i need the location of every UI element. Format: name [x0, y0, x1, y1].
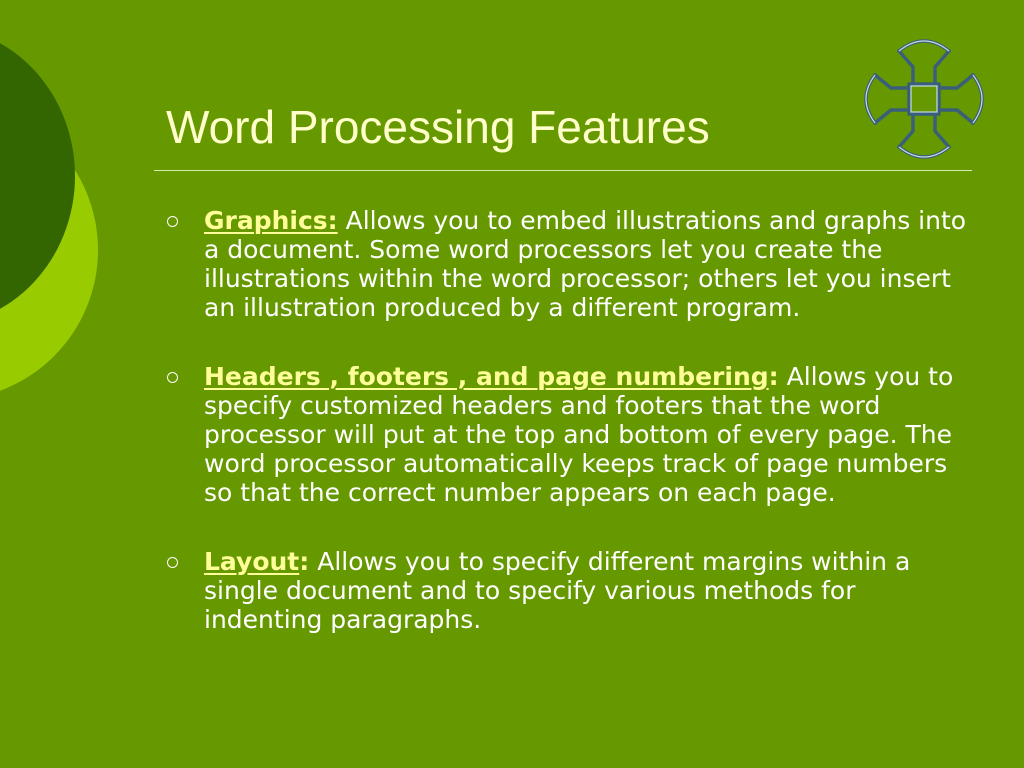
bullet-term: Graphics:	[204, 206, 338, 235]
bullet-term: Layout	[204, 547, 300, 576]
bullet-colon: :	[299, 547, 310, 576]
bullet-text: Allows you to specify different margins within a single document and to specify various methods for indenting paragraphs.	[204, 547, 911, 634]
bullet-item-headers-footers	[160, 362, 970, 507]
bullet-text: Allows you to embed illustrations and graphs into a document. Some word processors let you create the illustrations within the word processor; others let you insert an illustration produced by a different program.	[204, 206, 967, 322]
bullet-item-graphics	[160, 206, 970, 322]
bullet-term: Headers , footers , and page numbering	[204, 362, 769, 391]
four-arrow-cross-logo-icon	[855, 33, 995, 165]
bullet-text: Allows you to specify customized headers and footers that the word processor will put at the top and bottom of every page. The word processor automatically keeps track of page numbers so that the correct number appears on each page.	[204, 362, 954, 507]
title-divider	[154, 170, 972, 171]
hollow-circle-bullet-icon	[167, 557, 178, 568]
hollow-circle-bullet-icon	[167, 372, 178, 383]
feature-bullet-list	[160, 206, 970, 674]
slide-title: Word Processing Features	[166, 101, 710, 153]
bullet-item-layout	[160, 547, 970, 634]
bullet-colon: :	[768, 362, 779, 391]
hollow-circle-bullet-icon	[167, 216, 178, 227]
